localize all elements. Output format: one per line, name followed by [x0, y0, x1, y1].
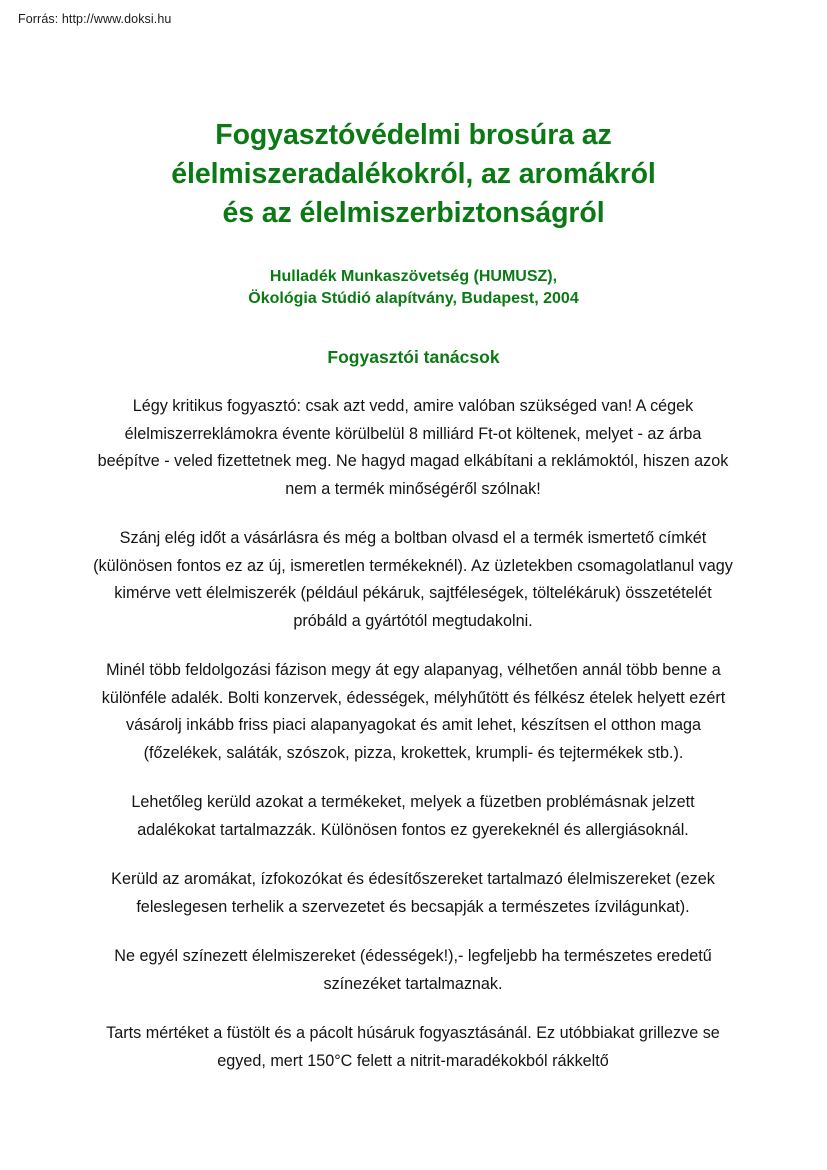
body-paragraph: Kerüld az aromákat, ízfokozókat és édesítőszereket tartalmazó élelmiszereket (ezek feleslegesen terhelik a szervezetet és becsapják a természetes ízvilágunkat). [111, 870, 715, 916]
body-text-block [88, 369, 739, 1075]
body-paragraph: Ne egyél színezett élelmiszereket (édességek!),- legfeljebb ha természetes eredetű színezéket tartalmaznak. [114, 947, 712, 993]
page-subtitle-line-1: Hulladék Munkaszövetség (HUMUSZ), [269, 268, 558, 285]
body-paragraph: Lehetőleg kerüld azokat a termékeket, melyek a füzetben problémásnak jelzett adalékokat tartalmazzák. Különösen fontos ez gyerekeknél és allergiásoknál. [131, 793, 695, 839]
page-title [88, 0, 739, 233]
section-heading: Fogyasztói tanácsok [327, 347, 500, 367]
body-paragraph: Tarts mértéket a füstölt és a pácolt húsáruk fogyasztásánál. Ez utóbbiakat grillezve se egyed, mert 150°C felett a nitrit-maradékokból rákkeltő [106, 1024, 720, 1070]
page-subtitle [88, 233, 739, 310]
body-paragraph: Minél több feldolgozási fázison megy át egy alapanyag, vélhetően annál több benne a különféle adalék. Bolti konzervek, édességek, mélyhűtött és félkész ételek helyett ezért vásárolj inkább friss piaci alapanyagokat és amit lehet, készítsen el otthon maga (főzelékek, saláták, szószok, pizza, krokettek, krumpli- és tejtermékek stb.). [101, 661, 726, 762]
page-title-line-2: élelmiszeradalékokról, az aromákról [171, 158, 656, 190]
body-paragraph: Szánj elég időt a vásárlásra és még a boltban olvasd el a termék ismertető címkét (különösen fontos ez az új, ismeretlen termékeknél). Az üzletekben csomagolatlanul vagy kimérve vett élelmiszerék (például pékáruk, sajtféleségek, töltelékáruk) összetételét próbáld a gyártótól megtudakolni. [93, 529, 733, 630]
source-watermark: Forrás: http://www.doksi.hu [18, 12, 172, 26]
body-paragraph: Légy kritikus fogyasztó: csak azt vedd, amire valóban szükséged van! A cégek élelmiszerreklámokra évente körülbelül 8 milliárd Ft-ot költenek, melyet - az árba beépítve - veled fizettetnek meg. Ne hagyd magad elkábítani a reklámoktól, hiszen azok nem a termék minőségéről szólnak! [97, 397, 729, 498]
page-title-line-3: és az élelmiszerbiztonságról [222, 197, 605, 229]
document-content-column [88, 0, 739, 1075]
page-subtitle-line-2: Ökológia Stúdió alapítvány, Budapest, 2004 [248, 290, 579, 307]
page-title-line-1: Fogyasztóvédelmi brosúra az [215, 119, 612, 151]
